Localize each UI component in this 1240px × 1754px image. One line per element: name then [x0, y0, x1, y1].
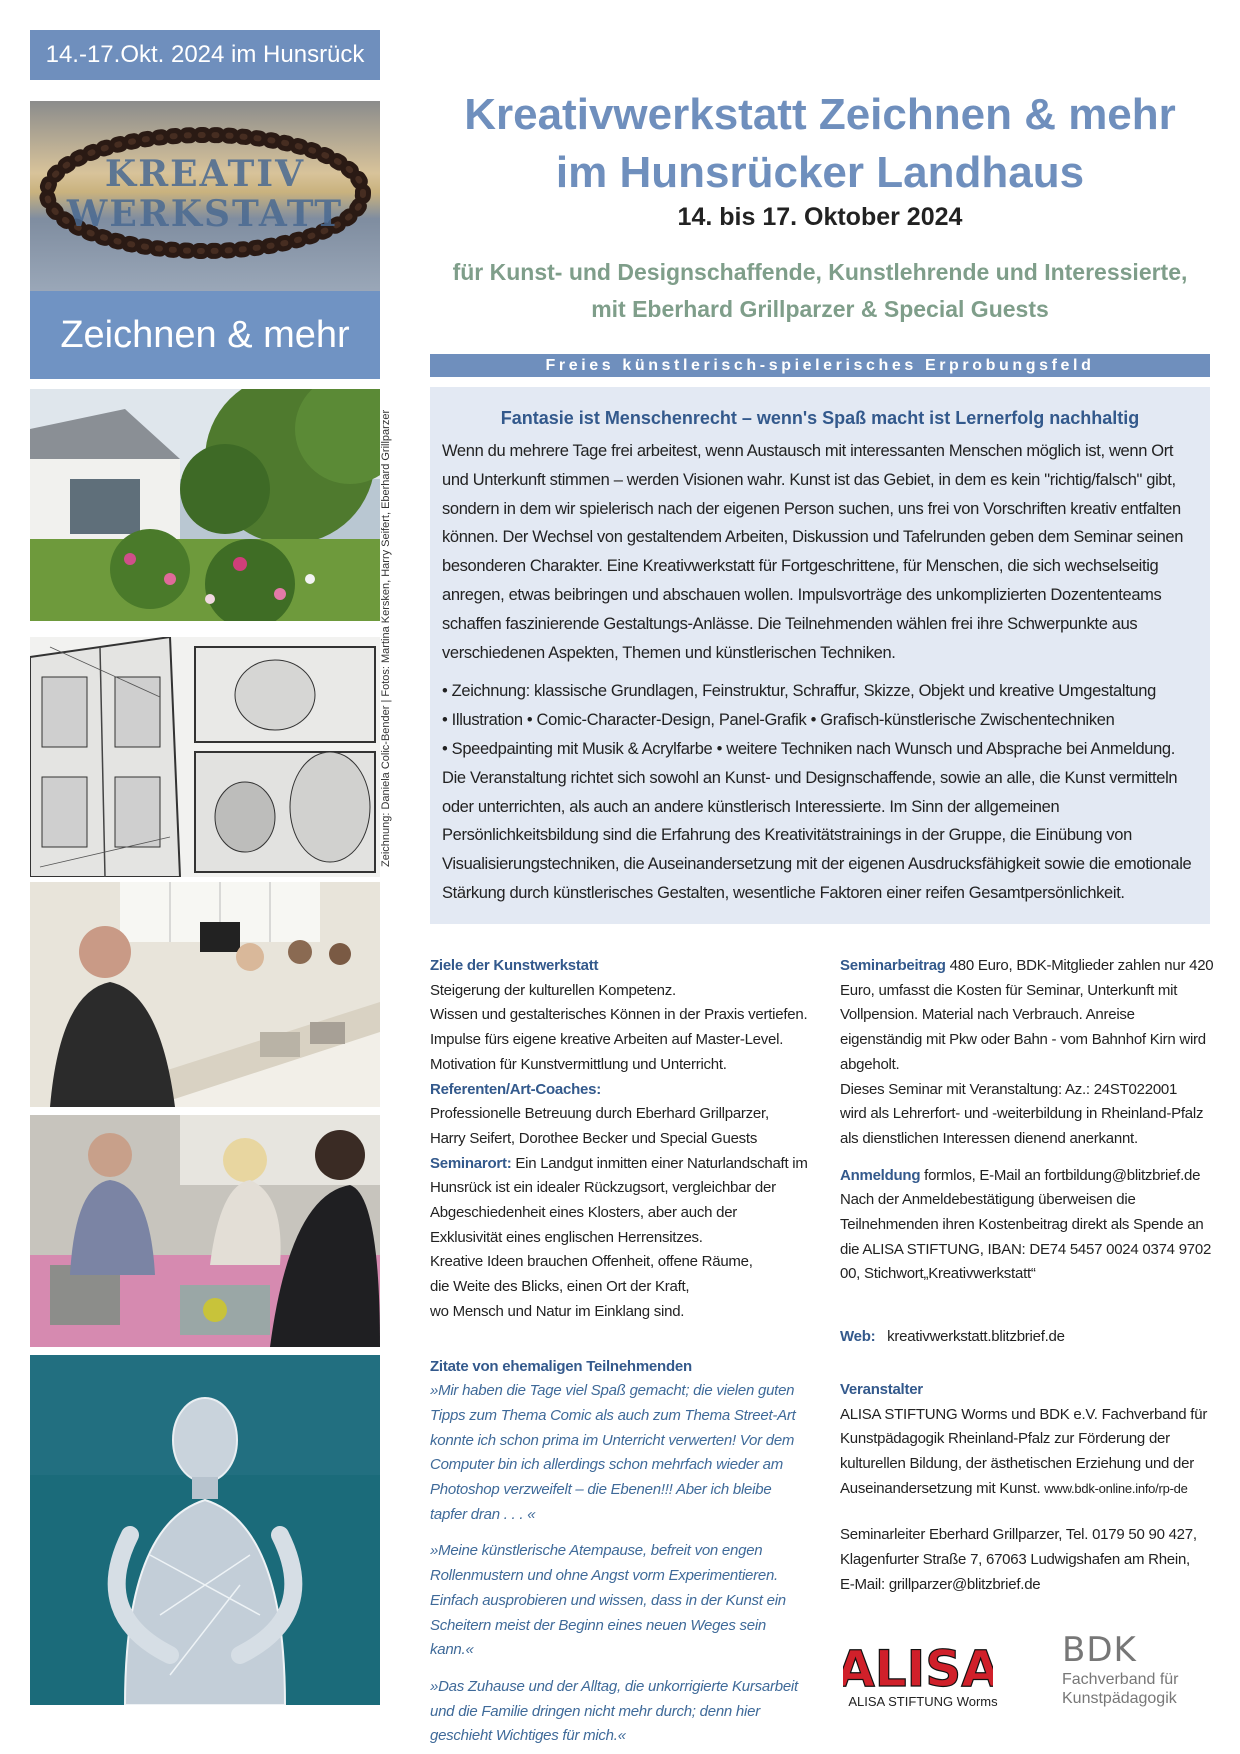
kreativwerkstatt-logo-image — [30, 101, 380, 291]
left-subtitle: Zeichnen & mehr — [30, 291, 380, 379]
seminarort-line: Kreative Ideen brauchen Offenheit, offene Räume, — [430, 1253, 753, 1271]
quote-2: »Meine künstlerische Atempause, befreit von engen Rollenmustern und ohne Angst vorm Experimentieren. Einfach ausprobieren und wissen, dass in der Kunst ein Scheitern meist der Beginn eines neuen Weges sein kann.« — [430, 1542, 786, 1659]
veranstalter-body: ALISA STIFTUNG Worms und BDK e.V. Fachverband für Kunstpädagogik Rheinland-Pfalz zur Förderung der kulturellen Bildung, der ästhetischen Erziehung und der Auseinandersetzung mit Kunst. — [840, 1405, 1208, 1497]
photo-credit: Zeichnung: Daniela Colic-Bender | Fotos: Martina Kersken, Harry Seifert, Eberhard Grillparzer — [380, 409, 392, 867]
quote-3: »Das Zuhause und der Alltag, die unkorrigierte Kursarbeit und die Familie dringen nicht mehr durch; denn hier geschieht Wichtiges für mich.« — [430, 1677, 798, 1745]
seminarort-line: die Weite des Blicks, einen Ort der Kraft, — [430, 1278, 690, 1296]
ziele-heading: Ziele der Kunstwerkstatt — [430, 957, 599, 974]
referenten-line: Harry Seifert, Dorothee Becker und Special Guests — [430, 1129, 758, 1147]
anmeldung-body: formlos, E-Mail an fortbildung@blitzbrief.de Nach der Anmeldebestätigung überweisen die Teilnehmenden ihren Kostenbeitrag direkt als Spende an die ALISA STIFTUNG, IBAN: DE74 5457 0024 0374 9702 00, Stichwort„Kreativwerkstatt“ — [840, 1166, 1212, 1283]
house-photo — [30, 389, 380, 621]
event-date: 14. bis 17. Oktober 2024 — [677, 203, 963, 231]
web-link[interactable]: kreativwerkstatt.blitzbrief.de — [887, 1328, 1065, 1346]
beitrag-body: 480 Euro, BDK-Mitglieder zahlen nur 420 Euro, umfasst die Kosten für Seminar, Unterkunft mit Vollpension. Material nach Verbrauch. Anreise eigenständig mit Pkw oder Bahn - vom Bahnhof Kirn wird abgeholt. — [840, 957, 1214, 1073]
logo-line-2: WERKSTATT — [66, 193, 344, 235]
workshop-photo-2 — [30, 1115, 380, 1347]
section-band: Freies künstlerisch-spielerisches Erprobungsfeld — [430, 354, 1210, 377]
ziele-line: Steigerung der kulturellen Kompetenz. — [430, 981, 676, 999]
workshop-photo-1 — [30, 882, 380, 1107]
ziele-line: Wissen und gestalterisches Können in der Praxis vertiefen. — [430, 1006, 808, 1024]
ziele-line: Motivation für Kunstvermittlung und Unterricht. — [430, 1055, 727, 1073]
comic-drawing-image — [30, 637, 380, 877]
sculpture-photo — [30, 1355, 380, 1705]
alisa-caption: ALISA STIFTUNG Worms — [848, 1694, 998, 1709]
panel-heading: Fantasie ist Menschenrecht – wenn's Spaß macht ist Lernerfolg nachhaltig — [500, 408, 1140, 428]
audience-line-1: für Kunst- und Designschaffende, Kunstlehrende und Interessierte, — [452, 259, 1188, 285]
bdk-caption-1: Fachverband für — [1062, 1671, 1179, 1688]
bdk-link[interactable]: www.bdk-online.info/rp-de — [1044, 1480, 1188, 1496]
bdk-caption-2: Kunstpädagogik — [1062, 1690, 1177, 1707]
alisa-logo — [843, 1632, 993, 1696]
seminarleiter-line: Klagenfurter Straße 7, 67063 Ludwigshafen am Rhein, — [840, 1551, 1190, 1569]
technique-item-1: • Zeichnung: klassische Grundlagen, Feinstruktur, Schraffur, Skizze, Objekt und kreative Umgestaltung — [442, 682, 1156, 701]
seminarort-text — [430, 1152, 810, 1251]
seminarort-line: wo Mensch und Natur im Einklang sind. — [430, 1302, 685, 1320]
right-info-column — [840, 954, 1220, 1597]
technique-item-2: • Illustration • Comic-Character-Design, Panel-Grafik • Grafisch-künstlerische Zwischentechniken — [442, 711, 1115, 730]
beitrag-line: Dieses Seminar mit Veranstaltung: Az.: 24ST022001 — [840, 1080, 1178, 1098]
left-info-column — [430, 954, 810, 1749]
veranstalter-text — [840, 1403, 1220, 1502]
beitrag-line: wird als Lehrerfort- und -weiterbildung in Rheinland-Pfalz als dienstlichen Interessen dienend anerkannt. — [840, 1105, 1204, 1147]
web-line — [840, 1325, 1220, 1350]
web-heading: Web: — [840, 1328, 876, 1346]
technique-item-3: • Speedpainting mit Musik & Acrylfarbe • weitere Techniken nach Wunsch und Absprache bei Anmeldung. — [442, 739, 1175, 758]
seminarleiter-email[interactable]: E-Mail: grillparzer@blitzbrief.de — [840, 1575, 1041, 1593]
referenten-heading: Referenten/Art-Coaches: — [430, 1080, 601, 1098]
panel-intro: Wenn du mehrere Tage frei arbeitest, wenn Austausch mit interessanten Menschen möglich ist, wenn Ort und Unterkunft stimmen – werden Visionen wahr. Kunst ist das Gebiet, in dem es kein "richtig/falsch" gibt, sondern in dem wir spielerisch nach der eigenen Person suchen, uns frei von Vorschriften kreativ entfalten können. Der Wechsel von gestaltendem Arbeiten, Diskussion und Tafelrunden geben dem Seminar seinen besonderen Charakter. Eine Kreativwerkstatt für Fortgeschrittene, für Menschen, die sich wechselseitig anregen, etwas beibringen und abschauen wollen. Impulsvorträge des unkomplizierten Dozententeams schaffen faszinierende Gestaltungs-Anlässe. Die Teilnehmenden wählen frei ihre Schwerpunkte aus verschiedenen Aspekten, Themen und künstlerischen Techniken. — [442, 442, 1184, 662]
logo-line-1: KREATIV — [104, 153, 306, 195]
date-banner: 14.-17.Okt. 2024 im Hunsrück — [30, 30, 380, 80]
bdk-logo — [1062, 1630, 1222, 1708]
beitrag-heading: Seminarbeitrag — [840, 957, 946, 974]
audience-line-2: mit Eberhard Grillparzer & Special Guests — [591, 296, 1049, 322]
zitate-heading: Zitate von ehemaligen Teilnehmenden — [430, 1357, 692, 1375]
title-line-1: Kreativwerkstatt Zeichnen & mehr — [464, 90, 1176, 139]
panel-body — [442, 437, 1200, 908]
alisa-logo-text: ALISA — [843, 1640, 993, 1696]
seminarort-body: Ein Landgut inmitten einer Naturlandschaft im Hunsrück ist ein idealer Rückzugsort, vergleichbar der Abgeschiedenheit eines Klosters, aber auch der Exklusivität eines englischen Herrensitzes. — [430, 1154, 808, 1246]
title-line-2: im Hunsrücker Landhaus — [555, 148, 1085, 197]
beitrag-text — [840, 954, 1220, 1078]
referenten-line: Professionelle Betreuung durch Eberhard Grillparzer, — [430, 1105, 769, 1123]
anmeldung-text — [840, 1164, 1220, 1288]
audience-text — [420, 254, 1220, 328]
quote-1: »Mir haben die Tage viel Spaß gemacht; die vielen guten Tipps zum Thema Comic als auch zum Thema Street-Art konnte ich schon prima im Unterricht verwerten! Vor dem Computer bin ich allerdings schon mehrfach wieder am Photoshop verzweifelt – die Ebenen!!! Aber ich bleibe tapfer dran . . . « — [430, 1382, 796, 1523]
anmeldung-heading: Anmeldung — [840, 1166, 921, 1184]
page-title — [420, 86, 1220, 202]
veranstalter-heading: Veranstalter — [840, 1380, 923, 1398]
ziele-line: Impulse fürs eigene kreative Arbeiten auf Master-Level. — [430, 1031, 784, 1049]
panel-closing: Die Veranstaltung richtet sich sowohl an Kunst- und Designschaffende, sowie an alle, die Kunst vermitteln oder unterrichten, als auch an andere künstlerisch Interessierte. Im Sinn der allgemeinen Persönlichkeitsbildung sind die Erfahrung des Kreativitätstrainings in der Gruppe, die Einübung von Visualisierungstechniken, die Auseinandersetzung mit der eigenen Ausdrucksfähigkeit sowie die emotionale Stärkung durch künstlerisches Gestalten, wesentliche Faktoren einer reifen Gesamtpersönlichkeit. — [442, 768, 1192, 902]
seminarleiter-line: Seminarleiter Eberhard Grillparzer, Tel. 0179 50 90 427, — [840, 1526, 1197, 1544]
bdk-logo-text: BDK — [1062, 1630, 1137, 1670]
seminarort-heading: Seminarort: — [430, 1154, 512, 1172]
